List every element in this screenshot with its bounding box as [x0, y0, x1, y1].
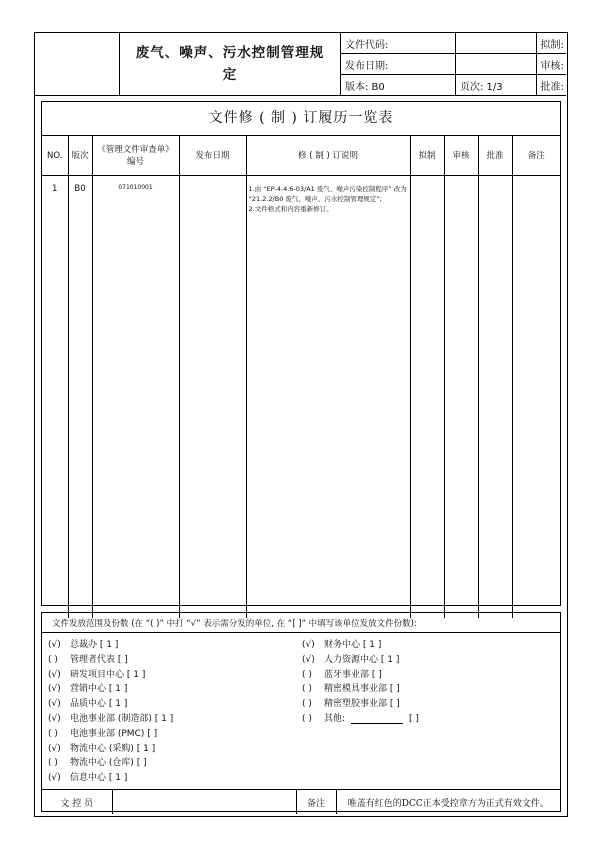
- checkbox[interactable]: (√): [48, 684, 61, 695]
- checkbox[interactable]: ( ): [302, 699, 312, 710]
- unit-label: 电池事业部 (制造部) [ 1 ]: [70, 713, 174, 724]
- unit-label: 物流中心 (仓库) [ ]: [70, 758, 147, 769]
- unit-label: 管理者代表 [ ]: [70, 654, 128, 665]
- unit-label: 研发项目中心 [ 1 ]: [70, 669, 146, 680]
- col-remark: 备注: [512, 136, 560, 176]
- document-page: [34, 32, 568, 817]
- revision-history: [41, 101, 561, 606]
- page-label: 页次: 1/3: [456, 75, 537, 96]
- distribution-right-list: [302, 638, 419, 727]
- list-item: [48, 697, 173, 712]
- unit-label: 财务中心 [ 1 ]: [324, 640, 382, 650]
- row-remark: [512, 176, 560, 619]
- description-line: 1.由 “EP-4.4.6-03/A1 废气、噪声污染控制程序” 改为 “21.2.2/B0 废气、噪声、污水控制管理规定”;: [248, 185, 407, 203]
- list-item: [302, 682, 419, 697]
- checkbox[interactable]: (√): [302, 654, 315, 665]
- col-description: 修 ( 制 ) 订说明: [246, 136, 410, 176]
- revision-header-row: [42, 136, 560, 176]
- reviewer-label: 审核:: [536, 54, 566, 75]
- checkbox[interactable]: (√): [48, 773, 61, 784]
- distribution-left-list: [48, 638, 173, 786]
- row-release-date: [179, 176, 246, 619]
- logo-cell: [35, 33, 120, 96]
- list-item: [48, 668, 173, 683]
- checkbox[interactable]: (√): [48, 713, 61, 724]
- list-item: [48, 771, 173, 786]
- doc-code-label: 文件代码:: [341, 33, 456, 54]
- unit-label: 物流中心 (采购) [ 1 ]: [70, 743, 156, 754]
- unit-label: 营销中心 [ 1 ]: [70, 684, 128, 695]
- unit-label: 人力资源中心 [ 1 ]: [324, 654, 400, 665]
- version-label: 版本: B0: [341, 75, 456, 96]
- drafter-label: 拟制:: [536, 33, 566, 54]
- checkbox[interactable]: ( ): [48, 728, 58, 739]
- checkbox[interactable]: ( ): [302, 684, 312, 695]
- distribution-note: 文件发放范围及份数 (在 “( )” 中打 “√” 表示需分发的单位, 在 “[ ]” 中填写该单位发放文件份数):: [52, 619, 417, 629]
- unit-label: 电池事业部 (PMC) [ ]: [70, 728, 158, 739]
- checkbox[interactable]: ( ): [48, 654, 58, 665]
- description-line: 2.文件格式和内容重新修订。: [248, 205, 333, 213]
- row-review-code: 071010001: [92, 176, 179, 619]
- distribution-footer: [42, 789, 560, 814]
- unit-label: 信息中心 [ 1 ]: [70, 773, 128, 784]
- checkbox[interactable]: (√): [48, 669, 61, 680]
- checkbox[interactable]: ( ): [48, 758, 58, 769]
- list-item: [48, 653, 173, 668]
- list-item: [48, 756, 173, 771]
- row-reviewer: [444, 176, 478, 619]
- remark-label: 备注: [296, 790, 336, 815]
- list-item: [302, 638, 419, 653]
- list-item-other: [302, 712, 419, 727]
- col-reviewer: 审核: [444, 136, 478, 176]
- approver-label: 批准:: [536, 75, 566, 96]
- row-description: [246, 176, 410, 619]
- unit-label: 蓝牙事业部 [ ]: [324, 669, 382, 680]
- col-drafter: 拟制: [410, 136, 444, 176]
- checkbox[interactable]: ( ): [302, 669, 312, 680]
- checkbox[interactable]: ( ): [302, 713, 312, 724]
- document-title: 废气、噪声、污水控制管理规定: [135, 45, 325, 83]
- unit-label: 品质中心 [ 1 ]: [70, 699, 128, 710]
- document-header: [35, 33, 566, 96]
- checkbox[interactable]: (√): [48, 699, 61, 710]
- col-version: 版次: [68, 136, 92, 176]
- col-approver: 批准: [478, 136, 512, 176]
- revision-table: [42, 136, 560, 618]
- controller-signature-field[interactable]: [112, 790, 296, 815]
- unit-label: 总裁办 [ 1 ]: [70, 640, 119, 650]
- release-date-label: 发布日期:: [341, 54, 456, 75]
- col-review-code: 《管理文件审查单》编号: [92, 136, 179, 176]
- row-version: B0: [68, 176, 92, 619]
- row-drafter: [410, 176, 444, 619]
- list-item: [302, 697, 419, 712]
- list-item: [48, 712, 173, 727]
- revision-title: 文件修 ( 制 ) 订履历一览表: [42, 102, 560, 136]
- other-count: [ ]: [409, 713, 419, 724]
- checkbox[interactable]: (√): [302, 640, 315, 650]
- unit-label: 精密塑胶事业部 [ ]: [324, 699, 400, 710]
- controller-label: 文 控 员: [42, 790, 112, 815]
- col-no: NO.: [42, 136, 68, 176]
- unit-label: 精密模具事业部 [ ]: [324, 684, 400, 695]
- table-row: [42, 176, 560, 619]
- other-label: 其他:: [324, 713, 346, 724]
- checkbox[interactable]: (√): [48, 640, 61, 650]
- list-item: [48, 727, 173, 742]
- col-release-date: 发布日期: [179, 136, 246, 176]
- distribution-section: [41, 612, 561, 812]
- row-approver: [478, 176, 512, 619]
- list-item: [48, 742, 173, 757]
- list-item: [302, 668, 419, 683]
- list-item: [48, 682, 173, 697]
- checkbox[interactable]: (√): [48, 743, 61, 754]
- other-input[interactable]: [351, 713, 403, 724]
- document-title-cell: [120, 33, 341, 96]
- remark-text: 唯盖有红色的DCC正本受控章方为正式有效文件。: [347, 798, 549, 809]
- list-item: [48, 638, 173, 653]
- list-item: [302, 653, 419, 668]
- row-no: 1: [42, 176, 68, 619]
